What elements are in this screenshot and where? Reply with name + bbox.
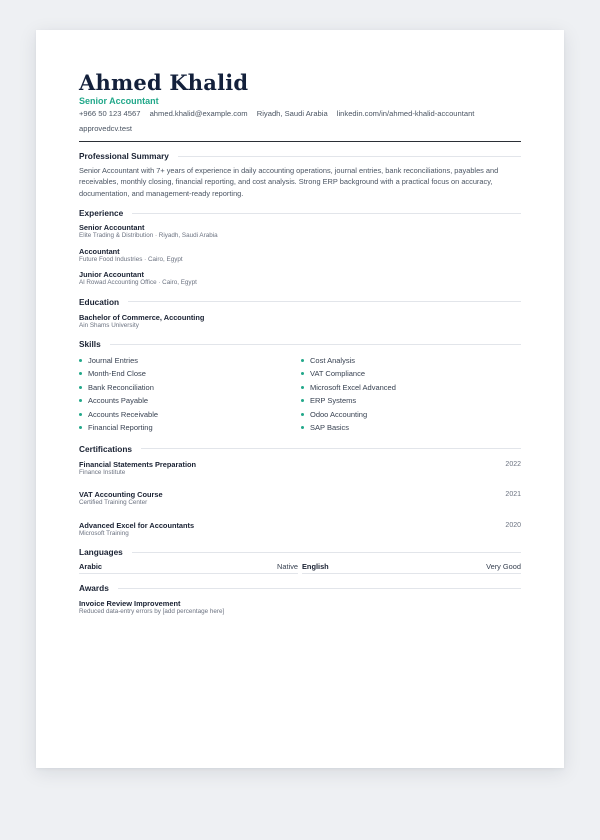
education-degree: Bachelor of Commerce, Accounting xyxy=(79,312,205,322)
bullet-icon xyxy=(301,399,304,402)
section-awards-heading xyxy=(79,583,521,593)
section-divider xyxy=(132,552,521,553)
skill-label: SAP Basics xyxy=(310,423,350,433)
certification-item xyxy=(79,460,521,478)
skill-item xyxy=(301,367,521,381)
resume-content xyxy=(79,70,521,617)
bullet-icon xyxy=(79,413,82,416)
certification-issuer: Finance Institute xyxy=(79,468,126,476)
section-experience-heading xyxy=(79,208,521,218)
certification-item xyxy=(79,521,521,539)
bullet-icon xyxy=(79,426,82,429)
experience-org: Al Rowad Accounting Office · Cairo, Egypt xyxy=(79,279,197,287)
bullet-icon xyxy=(301,372,304,375)
bullet-icon xyxy=(301,359,304,362)
certification-name: Financial Statements Preparation xyxy=(79,459,197,469)
skill-item xyxy=(79,408,301,422)
skill-label: Cost Analysis xyxy=(310,355,356,365)
certification-item xyxy=(79,490,521,508)
skill-item xyxy=(301,394,521,408)
bullet-icon xyxy=(301,413,304,416)
certifications-list xyxy=(79,460,521,539)
skill-label: Bank Reconciliation xyxy=(88,382,154,392)
bullet-icon xyxy=(79,386,82,389)
job-title: Senior Accountant xyxy=(79,96,159,106)
section-education-heading xyxy=(79,297,521,307)
skill-label: Month-End Close xyxy=(88,369,146,379)
language-item xyxy=(302,562,521,574)
skill-item xyxy=(79,380,301,394)
skill-item xyxy=(301,408,521,422)
section-title: Languages xyxy=(79,547,123,558)
skill-label: Financial Reporting xyxy=(88,423,153,433)
section-title: Skills xyxy=(79,339,101,350)
certification-year: 2020 xyxy=(505,521,521,529)
experience-item xyxy=(79,270,521,288)
language-level: Very Good xyxy=(486,562,521,572)
header-divider xyxy=(79,141,521,142)
skill-label: Accounts Receivable xyxy=(88,409,159,419)
bullet-icon xyxy=(79,372,82,375)
skill-item xyxy=(301,421,521,435)
resume-page xyxy=(36,30,564,768)
skill-label: ERP Systems xyxy=(310,396,357,406)
section-certifications-heading xyxy=(79,444,521,454)
skill-label: Odoo Accounting xyxy=(310,409,368,419)
section-title: Certifications xyxy=(79,443,133,454)
skill-label: Microsoft Excel Advanced xyxy=(310,382,396,392)
section-title: Awards xyxy=(79,583,109,594)
skill-item xyxy=(301,380,521,394)
award-name: Invoice Review Improvement xyxy=(79,599,181,609)
languages-list xyxy=(79,562,521,574)
certification-issuer: Certified Training Center xyxy=(79,499,148,507)
section-languages-heading xyxy=(79,547,521,557)
language-name: Arabic xyxy=(79,562,103,572)
experience-item xyxy=(79,223,521,241)
section-summary-heading xyxy=(79,151,521,161)
language-item xyxy=(79,562,298,574)
award-detail: Reduced data-entry errors by [add percentage here] xyxy=(79,608,225,616)
skill-item xyxy=(301,353,521,367)
section-divider xyxy=(128,301,521,302)
section-title: Experience xyxy=(79,208,124,219)
certification-year: 2022 xyxy=(505,460,521,468)
skill-item xyxy=(79,394,301,408)
certification-name: Advanced Excel for Accountants xyxy=(79,520,195,530)
bullet-icon xyxy=(79,359,82,362)
experience-item xyxy=(79,247,521,265)
section-title: Professional Summary xyxy=(79,151,169,161)
certification-issuer: Microsoft Training xyxy=(79,529,129,537)
skill-label: Accounts Payable xyxy=(88,396,149,406)
email[interactable]: ahmed.khalid@example.com xyxy=(149,109,248,118)
experience-role: Senior Accountant xyxy=(79,223,145,233)
skill-label: VAT Compliance xyxy=(310,369,366,379)
language-level: Native xyxy=(277,562,298,572)
certification-year: 2021 xyxy=(505,491,521,499)
section-skills-heading xyxy=(79,339,521,349)
section-divider xyxy=(178,156,521,157)
linkedin-link[interactable]: linkedin.com/in/ahmed-khalid-accountant xyxy=(336,109,475,118)
language-name: English xyxy=(302,562,329,572)
bullet-icon xyxy=(301,426,304,429)
phone: +966 50 123 4567 xyxy=(79,109,141,118)
skill-item xyxy=(79,367,301,381)
experience-list xyxy=(79,223,521,288)
section-divider xyxy=(110,344,521,345)
experience-org: Elite Trading & Distribution · Riyadh, Saudi Arabia xyxy=(79,232,218,240)
award-item xyxy=(79,599,521,617)
education-item xyxy=(79,313,521,331)
contact-line xyxy=(79,108,521,119)
skill-item xyxy=(79,353,301,367)
experience-role: Accountant xyxy=(79,246,120,256)
summary-text: Senior Accountant with 7+ years of experience in daily accounting operations, journal entries, bank reconciliations, payables and receivables, monthly closing, financial reporting, and cost analysis. Strong ERP background with a practical focus on accuracy, documentation, and management-ready reporting. xyxy=(79,166,499,198)
section-divider xyxy=(141,448,521,449)
skill-item xyxy=(79,421,301,435)
experience-org: Future Food Industries · Cairo, Egypt xyxy=(79,255,183,263)
website-link[interactable]: approvedcv.test xyxy=(79,124,133,133)
bullet-icon xyxy=(79,399,82,402)
candidate-name: Ahmed Khalid xyxy=(79,70,249,95)
section-divider xyxy=(118,588,521,589)
skill-label: Journal Entries xyxy=(88,355,139,365)
section-divider xyxy=(132,213,521,214)
experience-role: Junior Accountant xyxy=(79,270,145,280)
bullet-icon xyxy=(301,386,304,389)
certification-name: VAT Accounting Course xyxy=(79,490,163,500)
skills-list xyxy=(79,353,521,435)
location: Riyadh, Saudi Arabia xyxy=(256,109,328,118)
section-title: Education xyxy=(79,296,120,307)
education-school: Ain Shams University xyxy=(79,321,139,329)
